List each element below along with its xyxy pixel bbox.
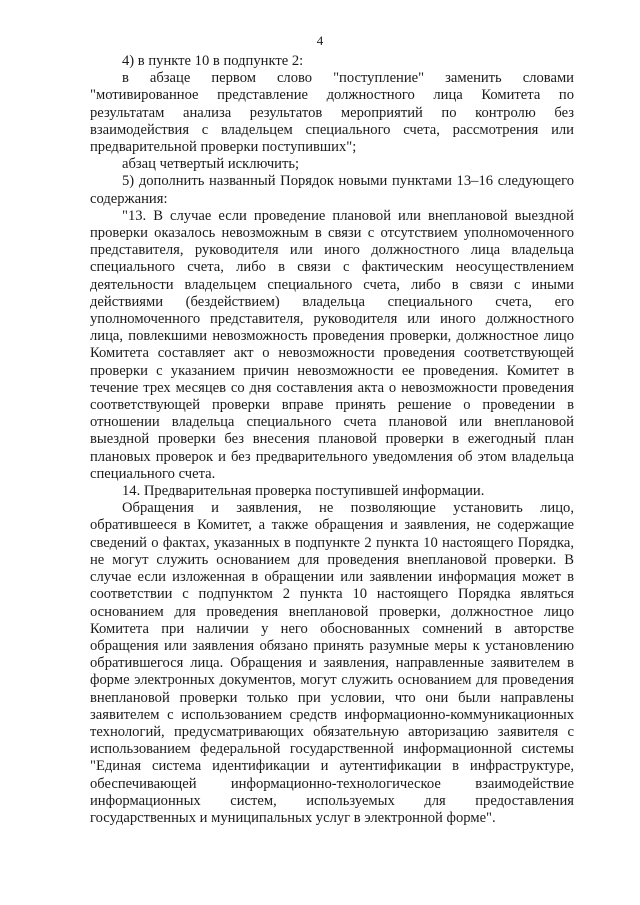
paragraph: 5) дополнить названный Порядок новыми пунктами 13–16 следующего содержания: <box>90 173 574 207</box>
document-body <box>90 53 574 827</box>
paragraph: 14. Предварительная проверка поступившей информации. <box>122 483 485 500</box>
paragraph: "13. В случае если проведение плановой или внеплановой выездной проверки оказалось невозможным в связи с отсутствием уполномоченного представителя, руководителя или иного должностного лица владельца специального счета, либо в связи с фактическим неосуществлением деятельности владельцем специального счета, либо в связи с иными действиями (бездействием) владельца специального счета, его уполномоченного представителя, руководителя или иного должностного лица, повлекшими невозможность проведения проверки, должностное лицо Комитета составляет акт о невозможности проведения соответствующей проверки с указанием причин невозможности ее проведения. Комитет в течение трех месяцев со дня составления акта о невозможности проведения соответствующей проверки вправе принять решение о проведении в отношении владельца специального счета плановой или внеплановой выездной проверки без внесения плановой проверки в ежегодный план плановых проверок и без предварительного уведомления об этом владельца специального счета. <box>90 207 574 482</box>
page-number: 4 <box>316 33 324 48</box>
paragraph: 4) в пункте 10 в подпункте 2: <box>122 53 304 69</box>
paragraph: Обращения и заявления, не позволяющие установить лицо, обратившееся в Комитет, а также обращения и заявления, не содержащие сведений о фактах, указанных в подпункте 2 пункта 10 настоящего Порядка, не могут служить основанием для проведения внеплановой проверки. В случае если изложенная в обращении или заявлении информация может в соответствии с подпунктом 2 пункта 10 настоящего Порядка являться основанием для проведения внеплановой проверки, должностное лицо Комитета при наличии у него обоснованных сомнений в авторстве обращения или заявления обязано принять разумные меры к установлению обратившегося лица. Обращения и заявления, направленные заявителем в форме электронных документов, могут служить основанием для проведения внеплановой проверки только при условии, что они были направлены заявителем с использованием средств информационно-коммуникационных технологий, предусматривающих обязательную авторизацию заявителя с использованием федеральной государственной информационной системы "Единая система идентификации и аутентификации в инфраструктуре, обеспечивающей информационно-технологическое взаимодействие информационных систем, используемых для предоставления государственных и муниципальных услуг в электронной форме". <box>90 500 574 826</box>
paragraph: в абзаце первом слово "поступление" заменить словами "мотивированное представление должностного лица Комитета по результатам анализа результатов мероприятий по контролю без взаимодействия с владельцем специального счета, рассмотрения или предварительной проверки поступивших"; <box>90 70 574 156</box>
paragraph: абзац четвертый исключить; <box>122 156 300 173</box>
